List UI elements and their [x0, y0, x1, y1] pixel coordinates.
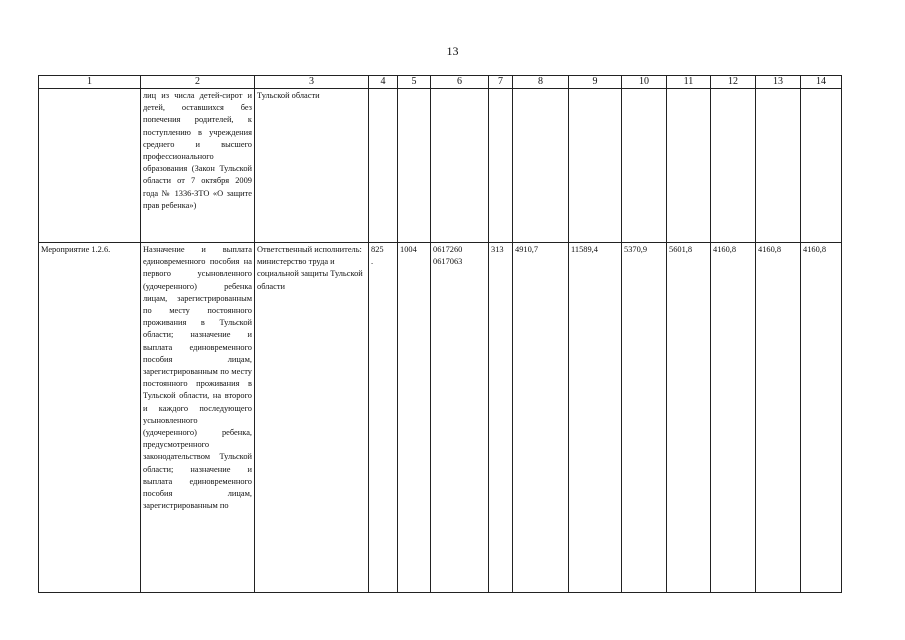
row1-cell-7 — [489, 89, 513, 243]
row2-cell-5: 1004 — [398, 243, 431, 593]
program-table — [38, 75, 842, 593]
table-header-row — [39, 76, 842, 89]
header-cell-9: 9 — [569, 76, 622, 89]
row1-cell-6 — [431, 89, 489, 243]
row2-cell-11: 5601,8 — [667, 243, 711, 593]
header-cell-13: 13 — [756, 76, 801, 89]
row1-cell-11 — [667, 89, 711, 243]
row2-cell-10: 5370,9 — [622, 243, 667, 593]
row1-cell-4 — [369, 89, 398, 243]
row2-cell-12: 4160,8 — [711, 243, 756, 593]
header-cell-1: 1 — [39, 76, 141, 89]
header-cell-6: 6 — [431, 76, 489, 89]
row2-description-cell: Назначение и выплата единовременного пособия на первого усыновленного (удочеренного) ребенка лицам, зарегистрированным по месту постоянного проживания в Тульской области; назначение и выплата единовременного пособия лицам, зарегистрированным по месту постоянного проживания в Тульской области, на второго и каждого последующего усыновленного (удочеренного) ребенка, предусмотренного законодательством Тульской области; назначение и выплата единовременного пособия лицам, зарегистрированным по — [141, 243, 255, 593]
row1-cell-12 — [711, 89, 756, 243]
row1-cell-13 — [756, 89, 801, 243]
row2-cell-7: 313 — [489, 243, 513, 593]
row2-cell-13: 4160,8 — [756, 243, 801, 593]
header-cell-12: 12 — [711, 76, 756, 89]
row1-cell-8 — [513, 89, 569, 243]
header-cell-14: 14 — [801, 76, 842, 89]
row1-cell-10 — [622, 89, 667, 243]
header-cell-8: 8 — [513, 76, 569, 89]
row2-executor-cell: Ответственный исполнитель: министерство труда и социальной защиты Тульской области — [255, 243, 369, 593]
header-cell-2: 2 — [141, 76, 255, 89]
row1-cell-5 — [398, 89, 431, 243]
page-number: 13 — [446, 44, 459, 58]
row2-cell-14: 4160,8 — [801, 243, 842, 593]
row1-description-cell: лиц из числа детей-сирот и детей, оставшихся без попечения родителей, к поступлению в учреждения среднего и высшего профессионального образования (Закон Тульской области от 7 октября 2009 года № 1336-ЗТО «О защите прав ребенка») — [141, 89, 255, 243]
row2-cell-6: 0617260 0617063 — [431, 243, 489, 593]
row2-cell-4: 825 . — [369, 243, 398, 593]
header-cell-3: 3 — [255, 76, 369, 89]
table-row — [39, 243, 842, 593]
row1-cell-9 — [569, 89, 622, 243]
header-cell-5: 5 — [398, 76, 431, 89]
row1-executor-cell: Тульской области — [255, 89, 369, 243]
header-cell-4: 4 — [369, 76, 398, 89]
row2-measure-cell: Мероприятие 1.2.6. — [39, 243, 141, 593]
row1-cell-14 — [801, 89, 842, 243]
row1-measure-cell — [39, 89, 141, 243]
row2-cell-8: 4910,7 — [513, 243, 569, 593]
table-row — [39, 89, 842, 243]
header-cell-10: 10 — [622, 76, 667, 89]
header-cell-7: 7 — [489, 76, 513, 89]
row2-cell-9: 11589,4 — [569, 243, 622, 593]
header-cell-11: 11 — [667, 76, 711, 89]
